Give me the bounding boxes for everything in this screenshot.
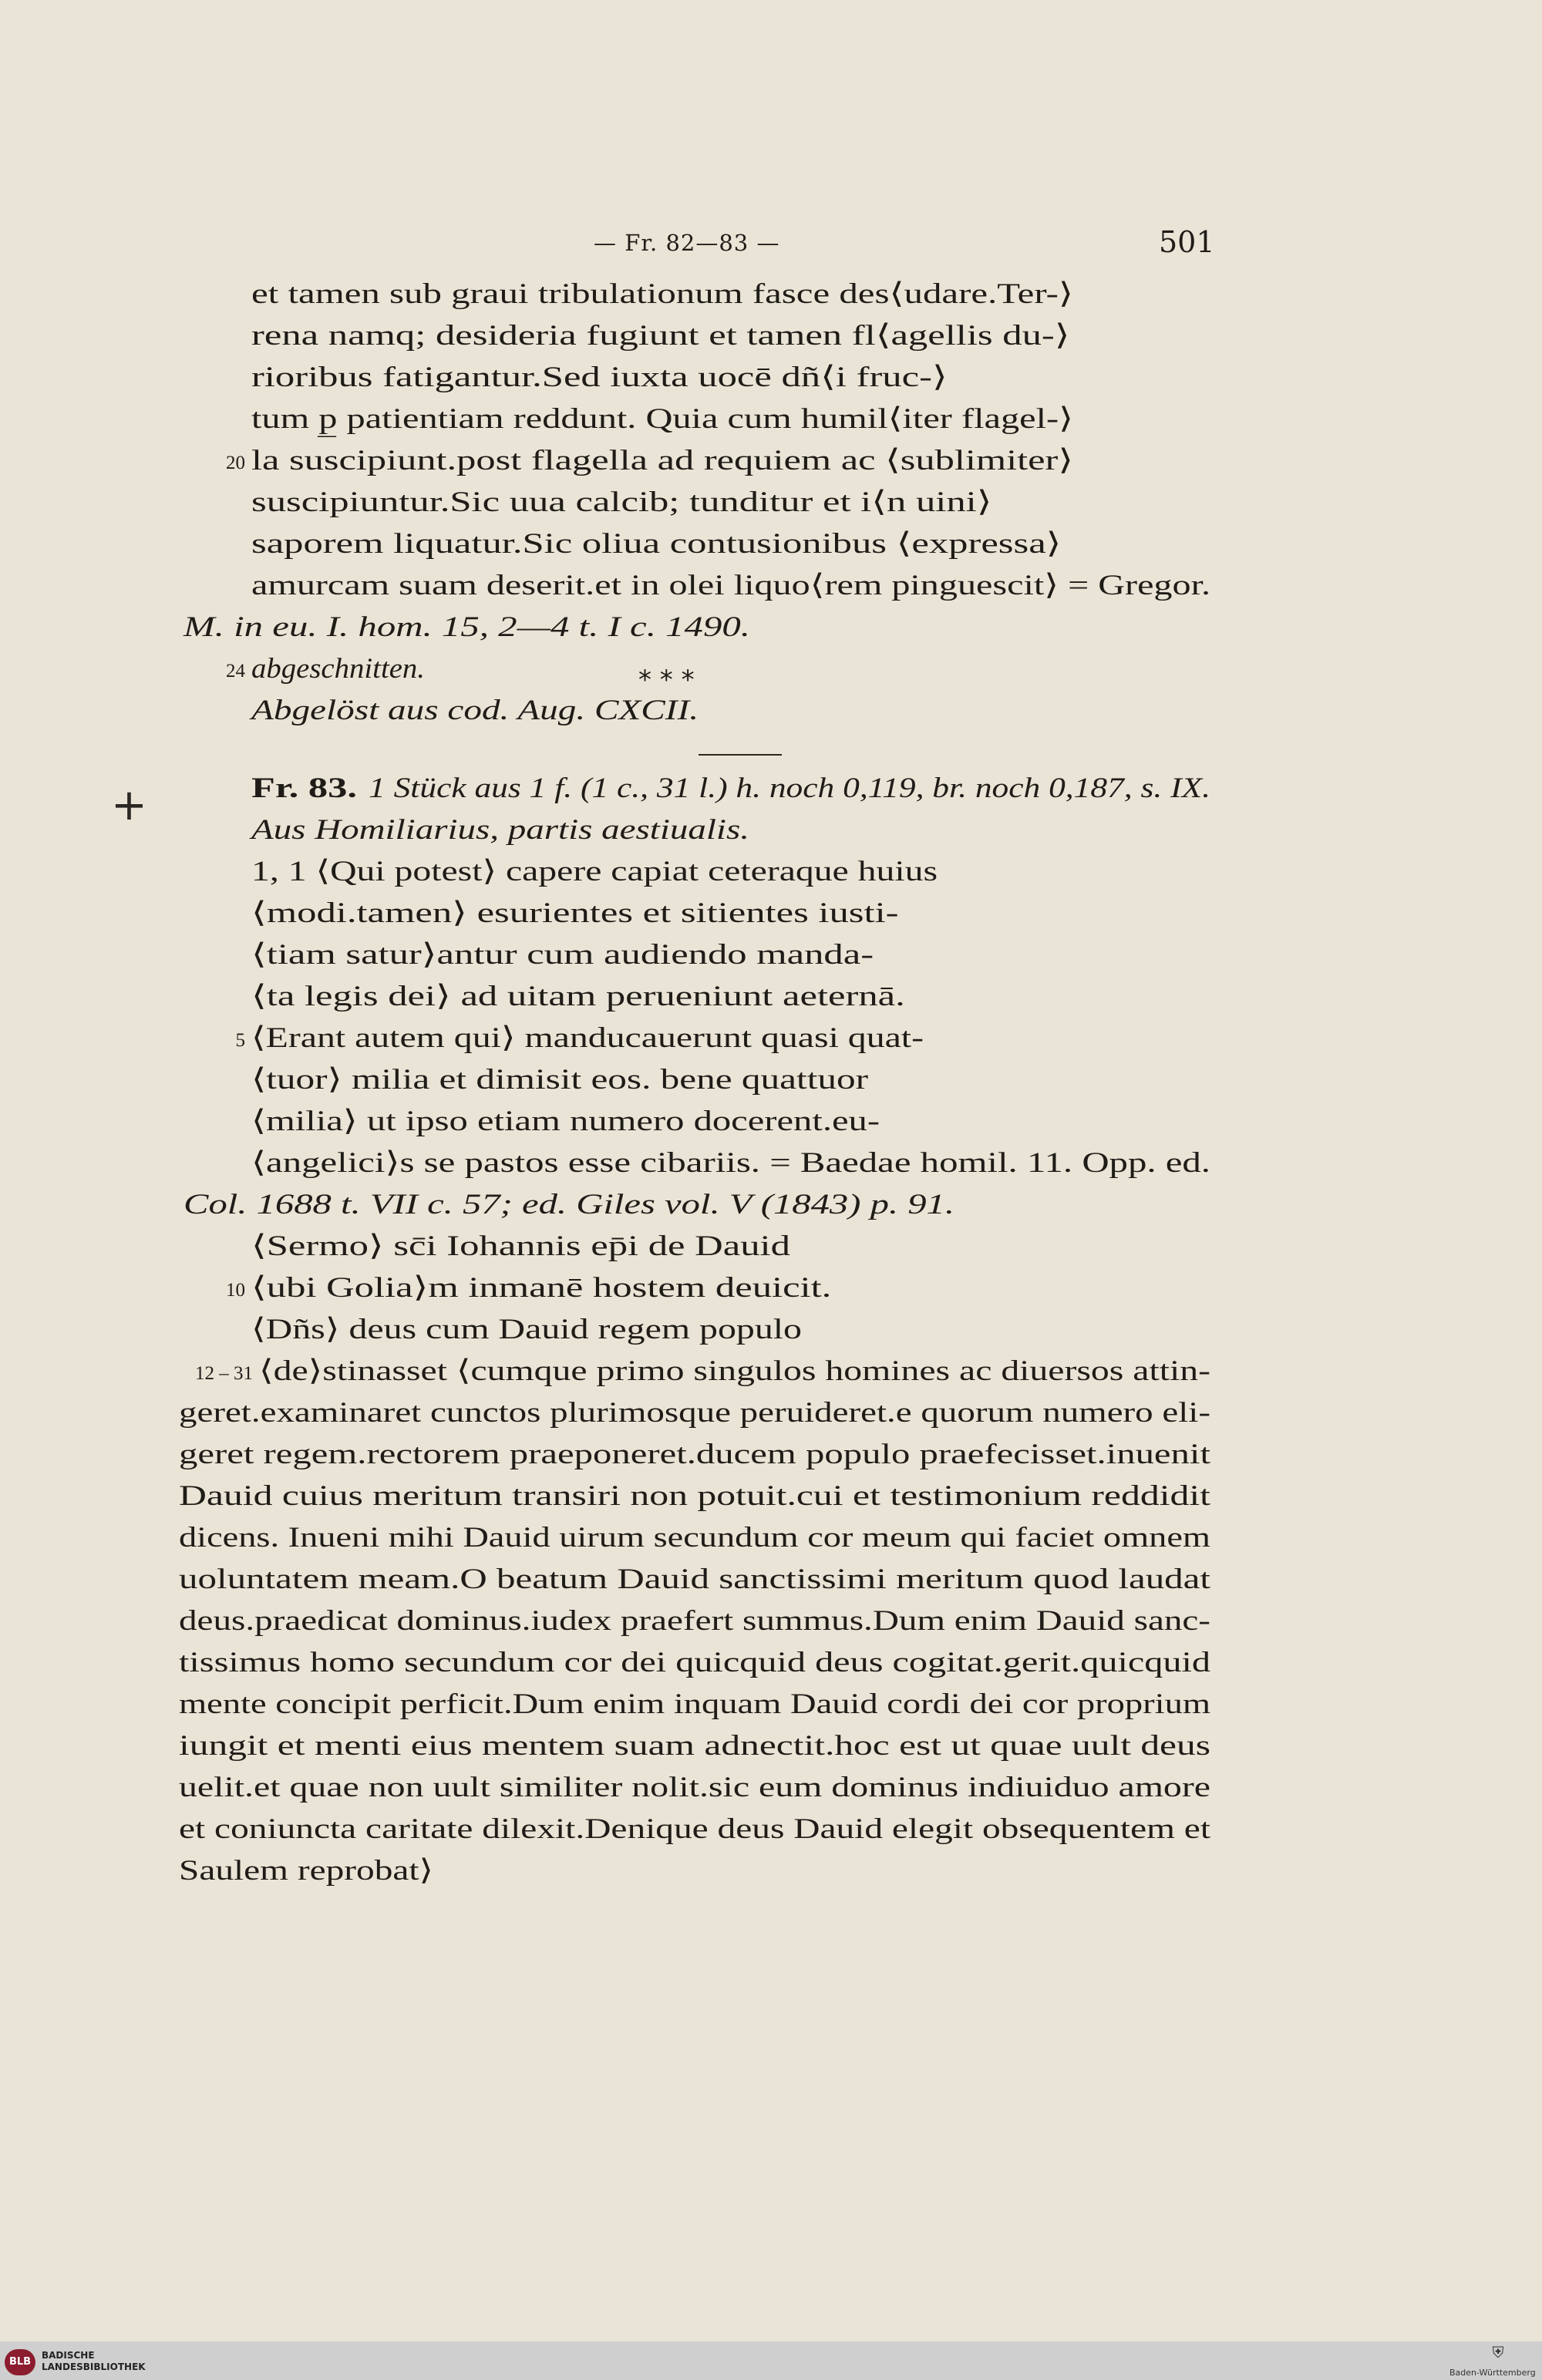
text-line	[251, 856, 938, 887]
text-line-content: la suscipiunt.post flagella ad requiem ac ⟨sublimiter⟩	[251, 445, 1073, 476]
text-line	[179, 1730, 1210, 1762]
text-line	[369, 773, 1210, 804]
text-line-content: iungit et menti eius mentem suam adnectit.hoc est ut quae uult deus	[179, 1730, 1210, 1762]
text-line-content: uoluntatem meam.O beatum Dauid sanctissimi meritum quod laudat	[179, 1564, 1210, 1595]
text-line-content: ⟨Erant autem qui⟩ manducauerunt quasi quat-	[251, 1022, 924, 1054]
text-line-content: Abgelöst aus cod. Aug. CXCII.	[251, 695, 699, 726]
text-line-content: ⟨Dñs⟩ deus cum Dauid regem populo	[251, 1314, 802, 1345]
text-line-content: tissimus homo secundum cor dei quicquid deus cogitat.gerit.quicquid	[179, 1647, 1210, 1678]
state-label: Baden-Württemberg	[1449, 2368, 1536, 2378]
section-stars: * * *	[638, 665, 695, 695]
text-line-content: Dauid cuius meritum transiri non potuit.cui et testimonium reddidit	[179, 1480, 1210, 1512]
text-line-content: Fr. 83.	[251, 773, 357, 804]
margin-plus-mark: +	[111, 780, 147, 830]
text-line-content: ⟨modi.tamen⟩ esurientes et sitientes iusti-	[251, 897, 899, 929]
crest-icon: ⛨	[1492, 2343, 1504, 2361]
text-line	[251, 981, 905, 1012]
text-line	[251, 445, 1073, 476]
library-name-line1: BADISCHE	[42, 2350, 95, 2361]
text-line	[183, 1189, 954, 1220]
text-line	[179, 1564, 1210, 1595]
text-line	[179, 1855, 433, 1887]
text-line	[251, 1022, 924, 1054]
text-line-content: 1 Stück aus 1 f. (1 c., 31 l.) h. noch 0,119, br. noch 0,187, s. IX.	[369, 773, 1210, 804]
text-line	[251, 528, 1062, 560]
library-name-line2: LANDESBIBLIOTHEK	[42, 2361, 146, 2372]
text-line-content: geret.examinaret cunctos plurimosque peruideret.e quorum numero eli-	[179, 1397, 1210, 1429]
text-line	[179, 1480, 1210, 1512]
text-line	[259, 1355, 1210, 1387]
text-line	[179, 1772, 1210, 1803]
section-divider	[699, 754, 782, 756]
text-line	[179, 1522, 1210, 1554]
text-line-content: geret regem.rectorem praeponeret.ducem populo praefecisset.inuenit	[179, 1439, 1210, 1470]
text-line-content: Saulem reprobat⟩	[179, 1855, 433, 1887]
text-line	[251, 1230, 790, 1262]
text-line-content: et tamen sub graui tribulationum fasce des⟨udare.Ter-⟩	[251, 278, 1073, 310]
text-line	[251, 1272, 832, 1304]
text-line-content: ⟨angelici⟩s se pastos esse cibariis. = Baedae homil. 11. Opp. ed.	[251, 1147, 1210, 1179]
library-logo: BLB	[5, 2349, 35, 2375]
text-line	[251, 773, 357, 804]
page-number: 501	[1159, 225, 1215, 259]
text-line-content: abgeschnitten.	[251, 653, 425, 685]
text-line	[251, 1147, 1210, 1179]
text-line	[179, 1397, 1210, 1429]
text-line-content: deus.praedicat dominus.iudex praefert summus.Dum enim Dauid sanc-	[179, 1605, 1210, 1637]
text-line	[251, 362, 948, 393]
text-line	[179, 1439, 1210, 1470]
text-line-content: ⟨milia⟩ ut ipso etiam numero docerent.eu-	[251, 1106, 880, 1137]
text-line	[251, 278, 1073, 310]
page-header	[0, 225, 1542, 264]
text-line	[251, 897, 899, 929]
text-line-content: ⟨tiam satur⟩antur cum audiendo manda-	[251, 939, 874, 971]
line-number: 12 – 31	[195, 1363, 253, 1384]
text-line	[251, 403, 1073, 435]
text-line	[183, 611, 750, 643]
text-line	[251, 570, 1210, 601]
text-line	[179, 1647, 1210, 1678]
text-line-content: rioribus fatigantur.Sed iuxta uocē dñ⟨i fruc-⟩	[251, 362, 948, 393]
text-line	[251, 939, 874, 971]
text-line	[251, 320, 1070, 352]
running-title: — Fr. 82—83 —	[594, 230, 780, 256]
line-number: 20	[226, 453, 245, 473]
text-line-content: mente concipit perficit.Dum enim inquam Dauid cordi dei cor proprium	[179, 1688, 1210, 1720]
text-line	[251, 1314, 802, 1345]
text-line	[251, 814, 749, 846]
text-line	[179, 1688, 1210, 1720]
text-line-content: saporem liquatur.Sic oliua contusionibus ⟨expressa⟩	[251, 528, 1062, 560]
text-line-content: ⟨ta legis dei⟩ ad uitam perueniunt aeternā.	[251, 981, 905, 1012]
text-line-content: uelit.et quae non uult similiter nolit.sic eum dominus indiuiduo amore	[179, 1772, 1210, 1803]
text-line-content: et coniuncta caritate dilexit.Denique deus Dauid elegit obsequentem et	[179, 1813, 1210, 1845]
text-line-content: ⟨Sermo⟩ sc̄i Iohannis ep̄i de Dauid	[251, 1230, 790, 1262]
text-line	[251, 486, 992, 518]
text-line-content: 1, 1 ⟨Qui potest⟩ capere capiat ceteraque huius	[251, 856, 938, 887]
text-line-content: Col. 1688 t. VII c. 57; ed. Giles vol. V (1843) p. 91.	[183, 1189, 954, 1220]
text-line	[251, 1106, 880, 1137]
text-line-content: amurcam suam deserit.et in olei liquo⟨rem pinguescit⟩ = Gregor.	[251, 570, 1210, 601]
text-line-content: rena namq; desideria fugiunt et tamen fl⟨agellis du-⟩	[251, 320, 1070, 352]
text-line-content: tum p̲ patientiam reddunt. Quia cum humil⟨iter flagel-⟩	[251, 403, 1073, 435]
text-line-content: ⟨de⟩stinasset ⟨cumque primo singulos homines ac diuersos attin-	[259, 1355, 1210, 1387]
text-line	[251, 1064, 868, 1096]
text-line-content: ⟨ubi Golia⟩m inmanē hostem deuicit.	[251, 1272, 832, 1304]
library-name	[42, 2350, 146, 2373]
text-line-content: Aus Homiliarius, partis aestiualis.	[251, 814, 749, 846]
footer-bar	[0, 2341, 1542, 2380]
text-line-content: ⟨tuor⟩ milia et dimisit eos. bene quattuor	[251, 1064, 868, 1096]
line-number: 10	[226, 1280, 245, 1301]
text-line-content: suscipiuntur.Sic uua calcib; tunditur et i⟨n uini⟩	[251, 486, 992, 518]
text-line	[251, 653, 425, 685]
text-line	[179, 1605, 1210, 1637]
text-line	[179, 1813, 1210, 1845]
line-number: 5	[235, 1030, 245, 1051]
line-number: 24	[226, 661, 245, 682]
text-line-content: M. in eu. I. hom. 15, 2—4 t. I c. 1490.	[183, 611, 750, 643]
text-line	[251, 695, 699, 726]
text-line-content: dicens. Inueni mihi Dauid uirum secundum cor meum qui faciet omnem	[179, 1522, 1210, 1554]
